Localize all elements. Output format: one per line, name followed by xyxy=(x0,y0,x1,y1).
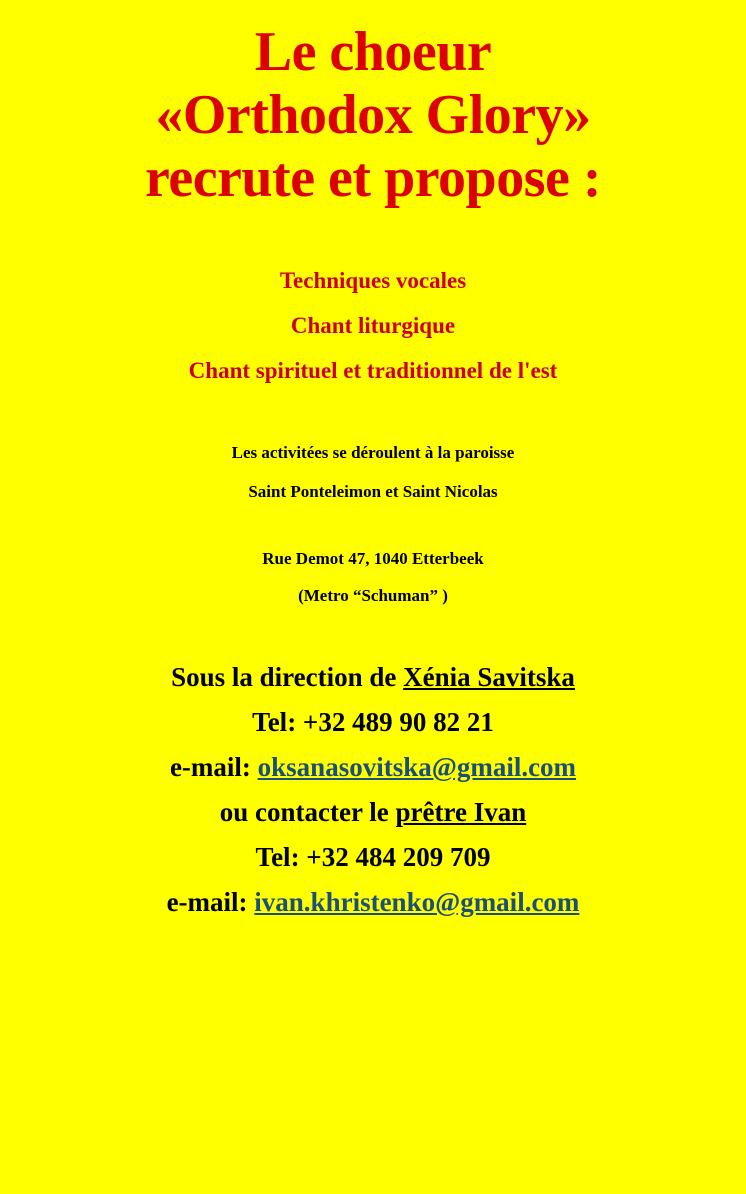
title-line-3: recrute et propose : xyxy=(145,147,601,210)
offers-list xyxy=(20,269,726,382)
alternate-email-label: e-mail: xyxy=(166,887,255,918)
poster-title xyxy=(20,21,726,210)
title-line-2: «Orthodox Glory» xyxy=(155,84,591,147)
director-line xyxy=(20,664,726,691)
address-street: Rue Demot 47, 1040 Etterbeek xyxy=(262,549,484,569)
alternate-prefix: ou contacter le xyxy=(219,797,396,828)
director-name: Xénia Savitska xyxy=(403,662,575,693)
director-prefix: Sous la direction de xyxy=(171,662,404,693)
alternate-email-link[interactable]: ivan.khristenko@gmail.com xyxy=(254,887,580,918)
director-phone: Tel: +32 489 90 82 21 xyxy=(252,707,494,738)
location-info xyxy=(20,444,726,500)
alternate-email-line xyxy=(20,889,726,916)
alternate-name: prêtre Ivan xyxy=(395,797,527,828)
title-line-1: Le choeur xyxy=(254,21,492,83)
address-metro: (Metro “Schuman” ) xyxy=(298,586,448,606)
contacts-block xyxy=(20,664,726,916)
offer-item-1: Techniques vocales xyxy=(279,268,467,294)
alternate-phone: Tel: +32 484 209 709 xyxy=(255,842,491,873)
director-email-line xyxy=(20,754,726,781)
email-label: e-mail: xyxy=(169,752,258,783)
alternate-contact-line xyxy=(20,799,726,826)
location-line-1: Les activitées se déroulent à la paroisse xyxy=(231,443,515,463)
address-info xyxy=(20,550,726,604)
location-line-2: Saint Ponteleimon et Saint Nicolas xyxy=(248,482,498,502)
director-email-link[interactable]: oksanasovitska@gmail.com xyxy=(257,752,577,783)
offer-item-2: Chant liturgique xyxy=(290,313,456,339)
offer-item-3: Chant spirituel et traditionnel de l'est xyxy=(188,358,558,384)
